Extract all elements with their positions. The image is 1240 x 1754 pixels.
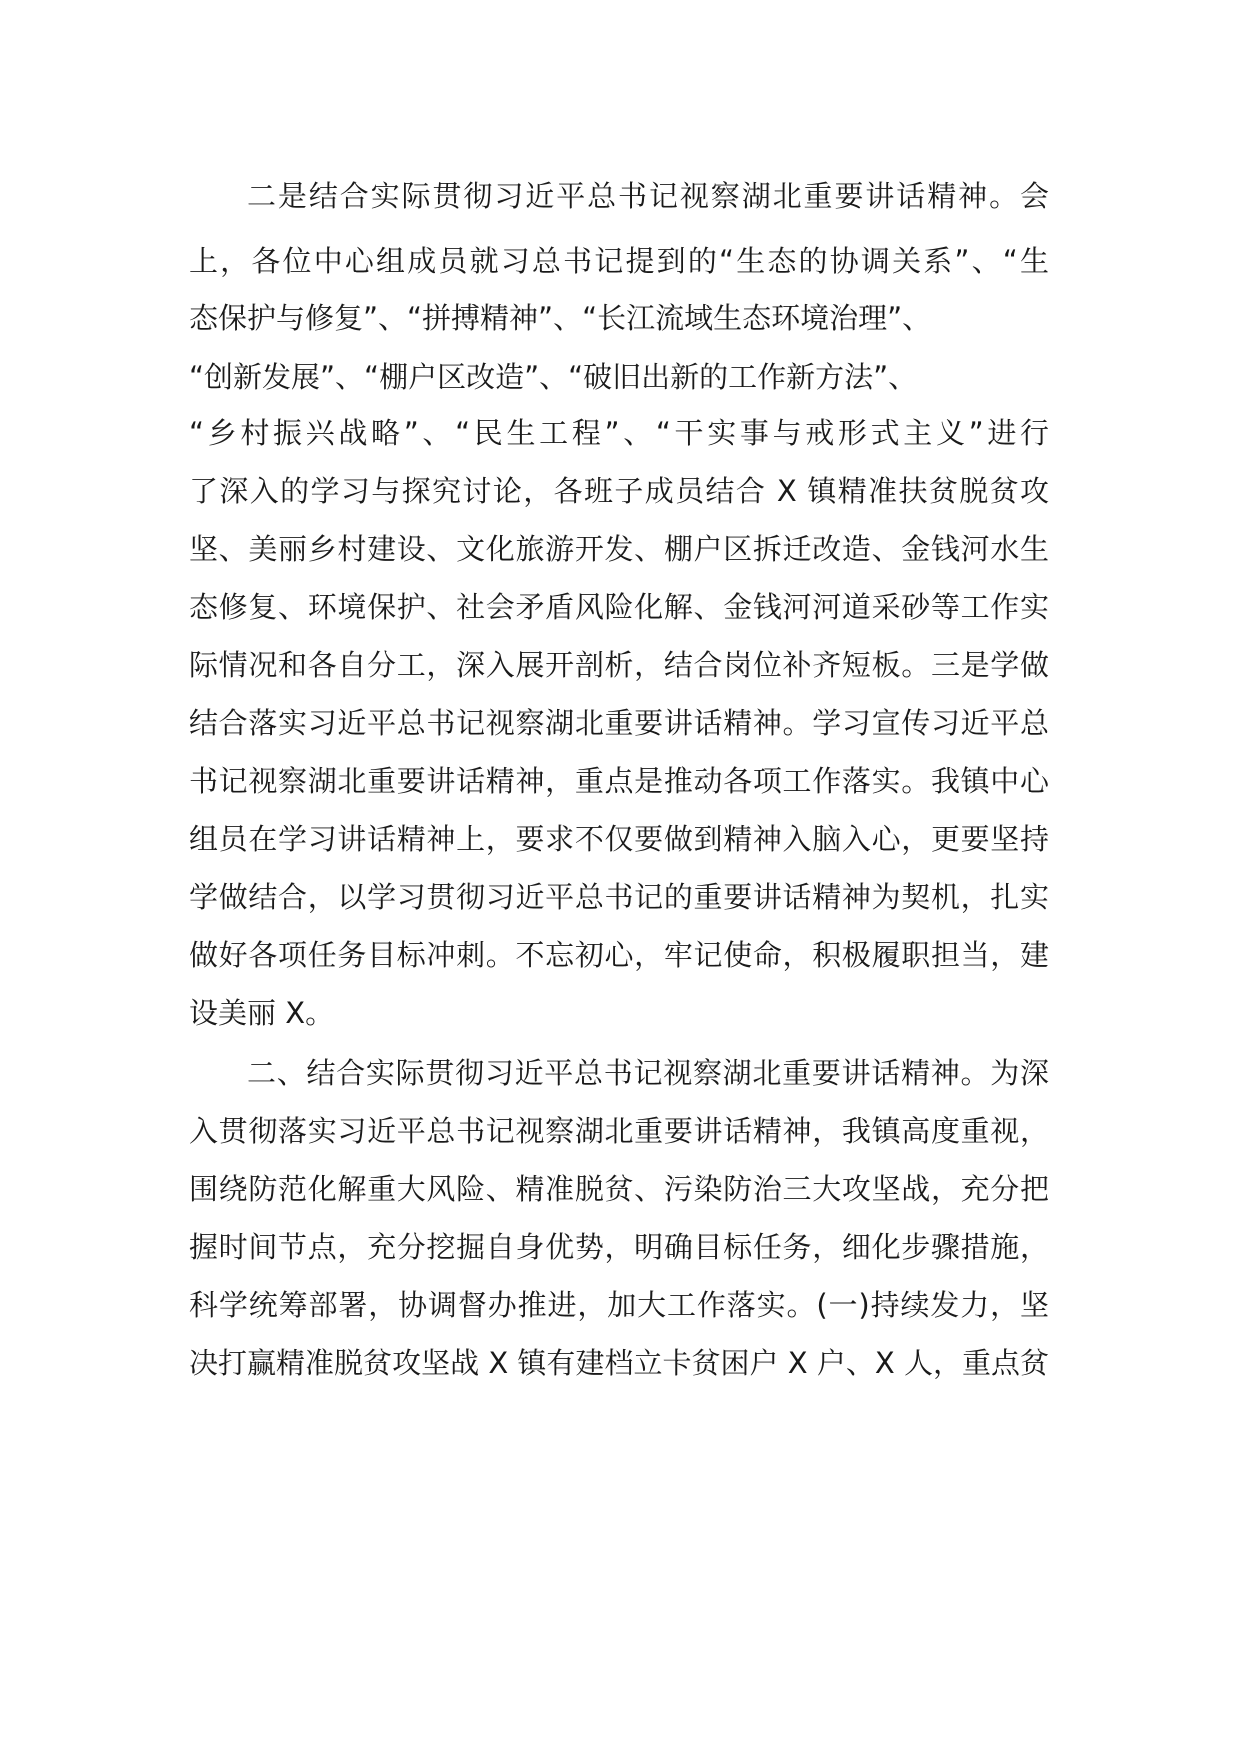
- text-line: 书记视察湖北重要讲话精神，重点是推动各项工作落实。我镇中心: [189, 764, 1049, 798]
- text-line: “创新发展”、“棚户区改造”、“破旧出新的工作新方法”、: [189, 360, 918, 394]
- text-line: 态修复、环境保护、社会矛盾风险化解、金钱河河道采砂等工作实: [189, 590, 1049, 624]
- text-line: 结合落实习近平总书记视察湖北重要讲话精神。学习宣传习近平总: [189, 706, 1049, 740]
- text-line: 上，各位中心组成员就习总书记提到的“生态的协调关系”、“生: [189, 244, 1049, 278]
- text-line: 态保护与修复”、“拼搏精神”、“长江流域生态环境治理”、: [189, 301, 932, 335]
- text-line: 学做结合，以学习贯彻习近平总书记的重要讲话精神为契机，扎实: [189, 880, 1049, 914]
- text-line: 决打赢精准脱贫攻坚战 X 镇有建档立卡贫困户 X 户、X 人，重点贫: [189, 1346, 1049, 1380]
- text-line: 设美丽 X。: [189, 996, 335, 1030]
- text-line: 做好各项任务目标冲刺。不忘初心，牢记使命，积极履职担当，建: [189, 938, 1049, 972]
- text-line: 了深入的学习与探究讨论，各班子成员结合 X 镇精准扶贫脱贫攻: [189, 474, 1049, 508]
- text-line: 组员在学习讲话精神上，要求不仅要做到精神入脑入心，更要坚持: [189, 822, 1049, 856]
- text-line: “乡村振兴战略”、“民生工程”、“干实事与戒形式主义”进行: [189, 416, 1049, 450]
- text-line: 二、结合实际贯彻习近平总书记视察湖北重要讲话精神。为深: [247, 1056, 1049, 1090]
- text-line: 坚、美丽乡村建设、文化旅游开发、棚户区拆迁改造、金钱河水生: [189, 532, 1049, 566]
- text-line: 围绕防范化解重大风险、精准脱贫、污染防治三大攻坚战，充分把: [189, 1172, 1049, 1206]
- text-line: 二是结合实际贯彻习近平总书记视察湖北重要讲话精神。会: [247, 179, 1049, 213]
- text-line: 入贯彻落实习近平总书记视察湖北重要讲话精神，我镇高度重视，: [189, 1114, 1049, 1148]
- text-line: 际情况和各自分工，深入展开剖析，结合岗位补齐短板。三是学做: [189, 648, 1049, 682]
- text-line: 科学统筹部署，协调督办推进，加大工作落实。(一)持续发力，坚: [189, 1288, 1049, 1322]
- text-line: 握时间节点，充分挖掘自身优势，明确目标任务，细化步骤措施，: [189, 1230, 1049, 1264]
